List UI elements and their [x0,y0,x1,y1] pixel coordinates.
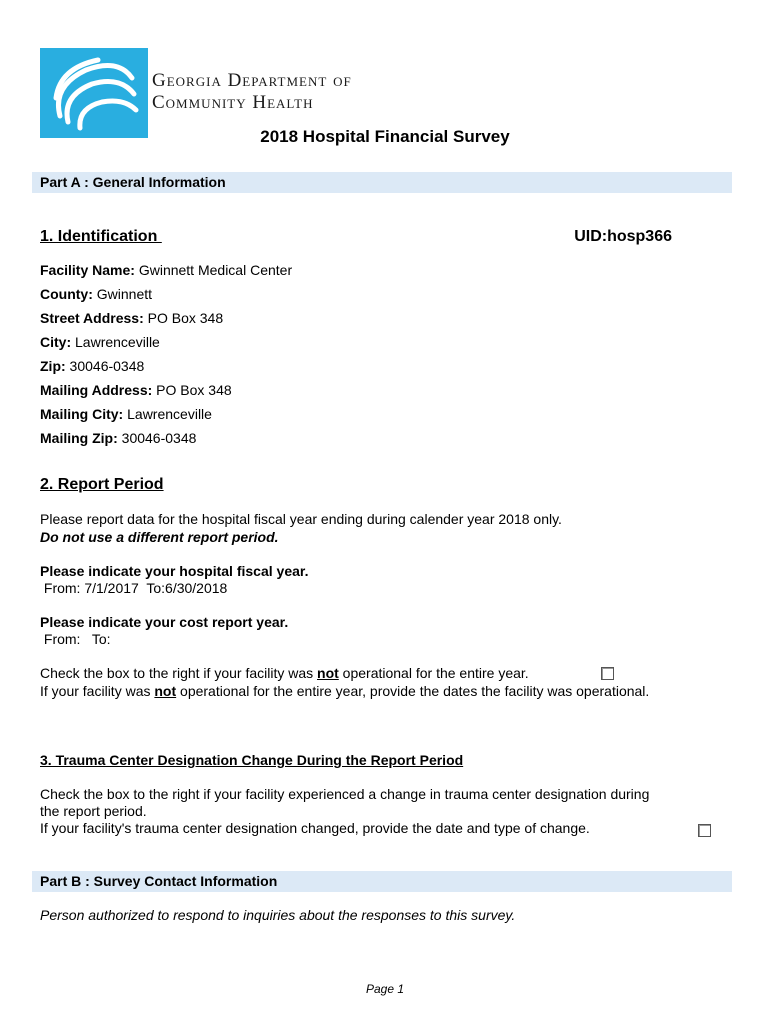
trauma-text-line3: If your facility's trauma center designation changed, provide the date and type of change. [40,820,590,836]
part-a-label: Part A : General Information [40,174,226,190]
report-period-instruction: Please report data for the hospital fiscal year ending during calender year 2018 only. [40,511,562,527]
city-field: City: Lawrenceville [40,334,160,350]
part-b-label: Part B : Survey Contact Information [40,873,278,889]
identification-heading: 1. Identification [40,228,162,245]
mailing-city-field: Mailing City: Lawrenceville [40,406,212,422]
mailing-address-field: Mailing Address: PO Box 348 [40,382,232,398]
trauma-text-line2: the report period. [40,803,147,819]
trauma-text-line1: Check the box to the right if your facility experienced a change in trauma center designation during [40,786,650,802]
document-title: 2018 Hospital Financial Survey [260,127,510,146]
not-operational-text: Check the box to the right if your facility was not operational for the entire year. [40,665,529,681]
report-period-heading: 2. Report Period [40,476,164,493]
part-a-header [32,172,732,193]
agency-name-line1: Georgia Department of [152,70,352,91]
report-period-warning: Do not use a different report period. [40,529,279,545]
operational-dates-text: If your facility was not operational for the entire year, provide the dates the facility was operational. [40,683,650,699]
fiscal-year-prompt: Please indicate your hospital fiscal year. [40,563,309,579]
zip-field: Zip: 30046-0348 [40,358,145,374]
facility-name-field: Facility Name: Gwinnett Medical Center [40,262,293,278]
dch-logo [40,48,148,138]
agency-name-line2: Community Health [152,92,314,113]
mailing-zip-field: Mailing Zip: 30046-0348 [40,430,197,446]
cost-report-prompt: Please indicate your cost report year. [40,614,289,630]
part-b-note: Person authorized to respond to inquiries about the responses to this survey. [40,907,516,923]
fiscal-year-values: From: 7/1/2017 To:6/30/2018 [40,580,228,596]
uid-label: UID:hosp366 [574,228,672,245]
trauma-heading: 3. Trauma Center Designation Change During the Report Period [40,752,464,768]
page-number: Page 1 [365,982,405,996]
not-operational-checkbox[interactable] [601,667,614,680]
county-field: County: Gwinnett [40,286,153,302]
street-address-field: Street Address: PO Box 348 [40,310,224,326]
trauma-change-checkbox[interactable] [698,824,711,837]
cost-report-values: From: To: [40,631,111,647]
part-b-header [32,871,732,892]
